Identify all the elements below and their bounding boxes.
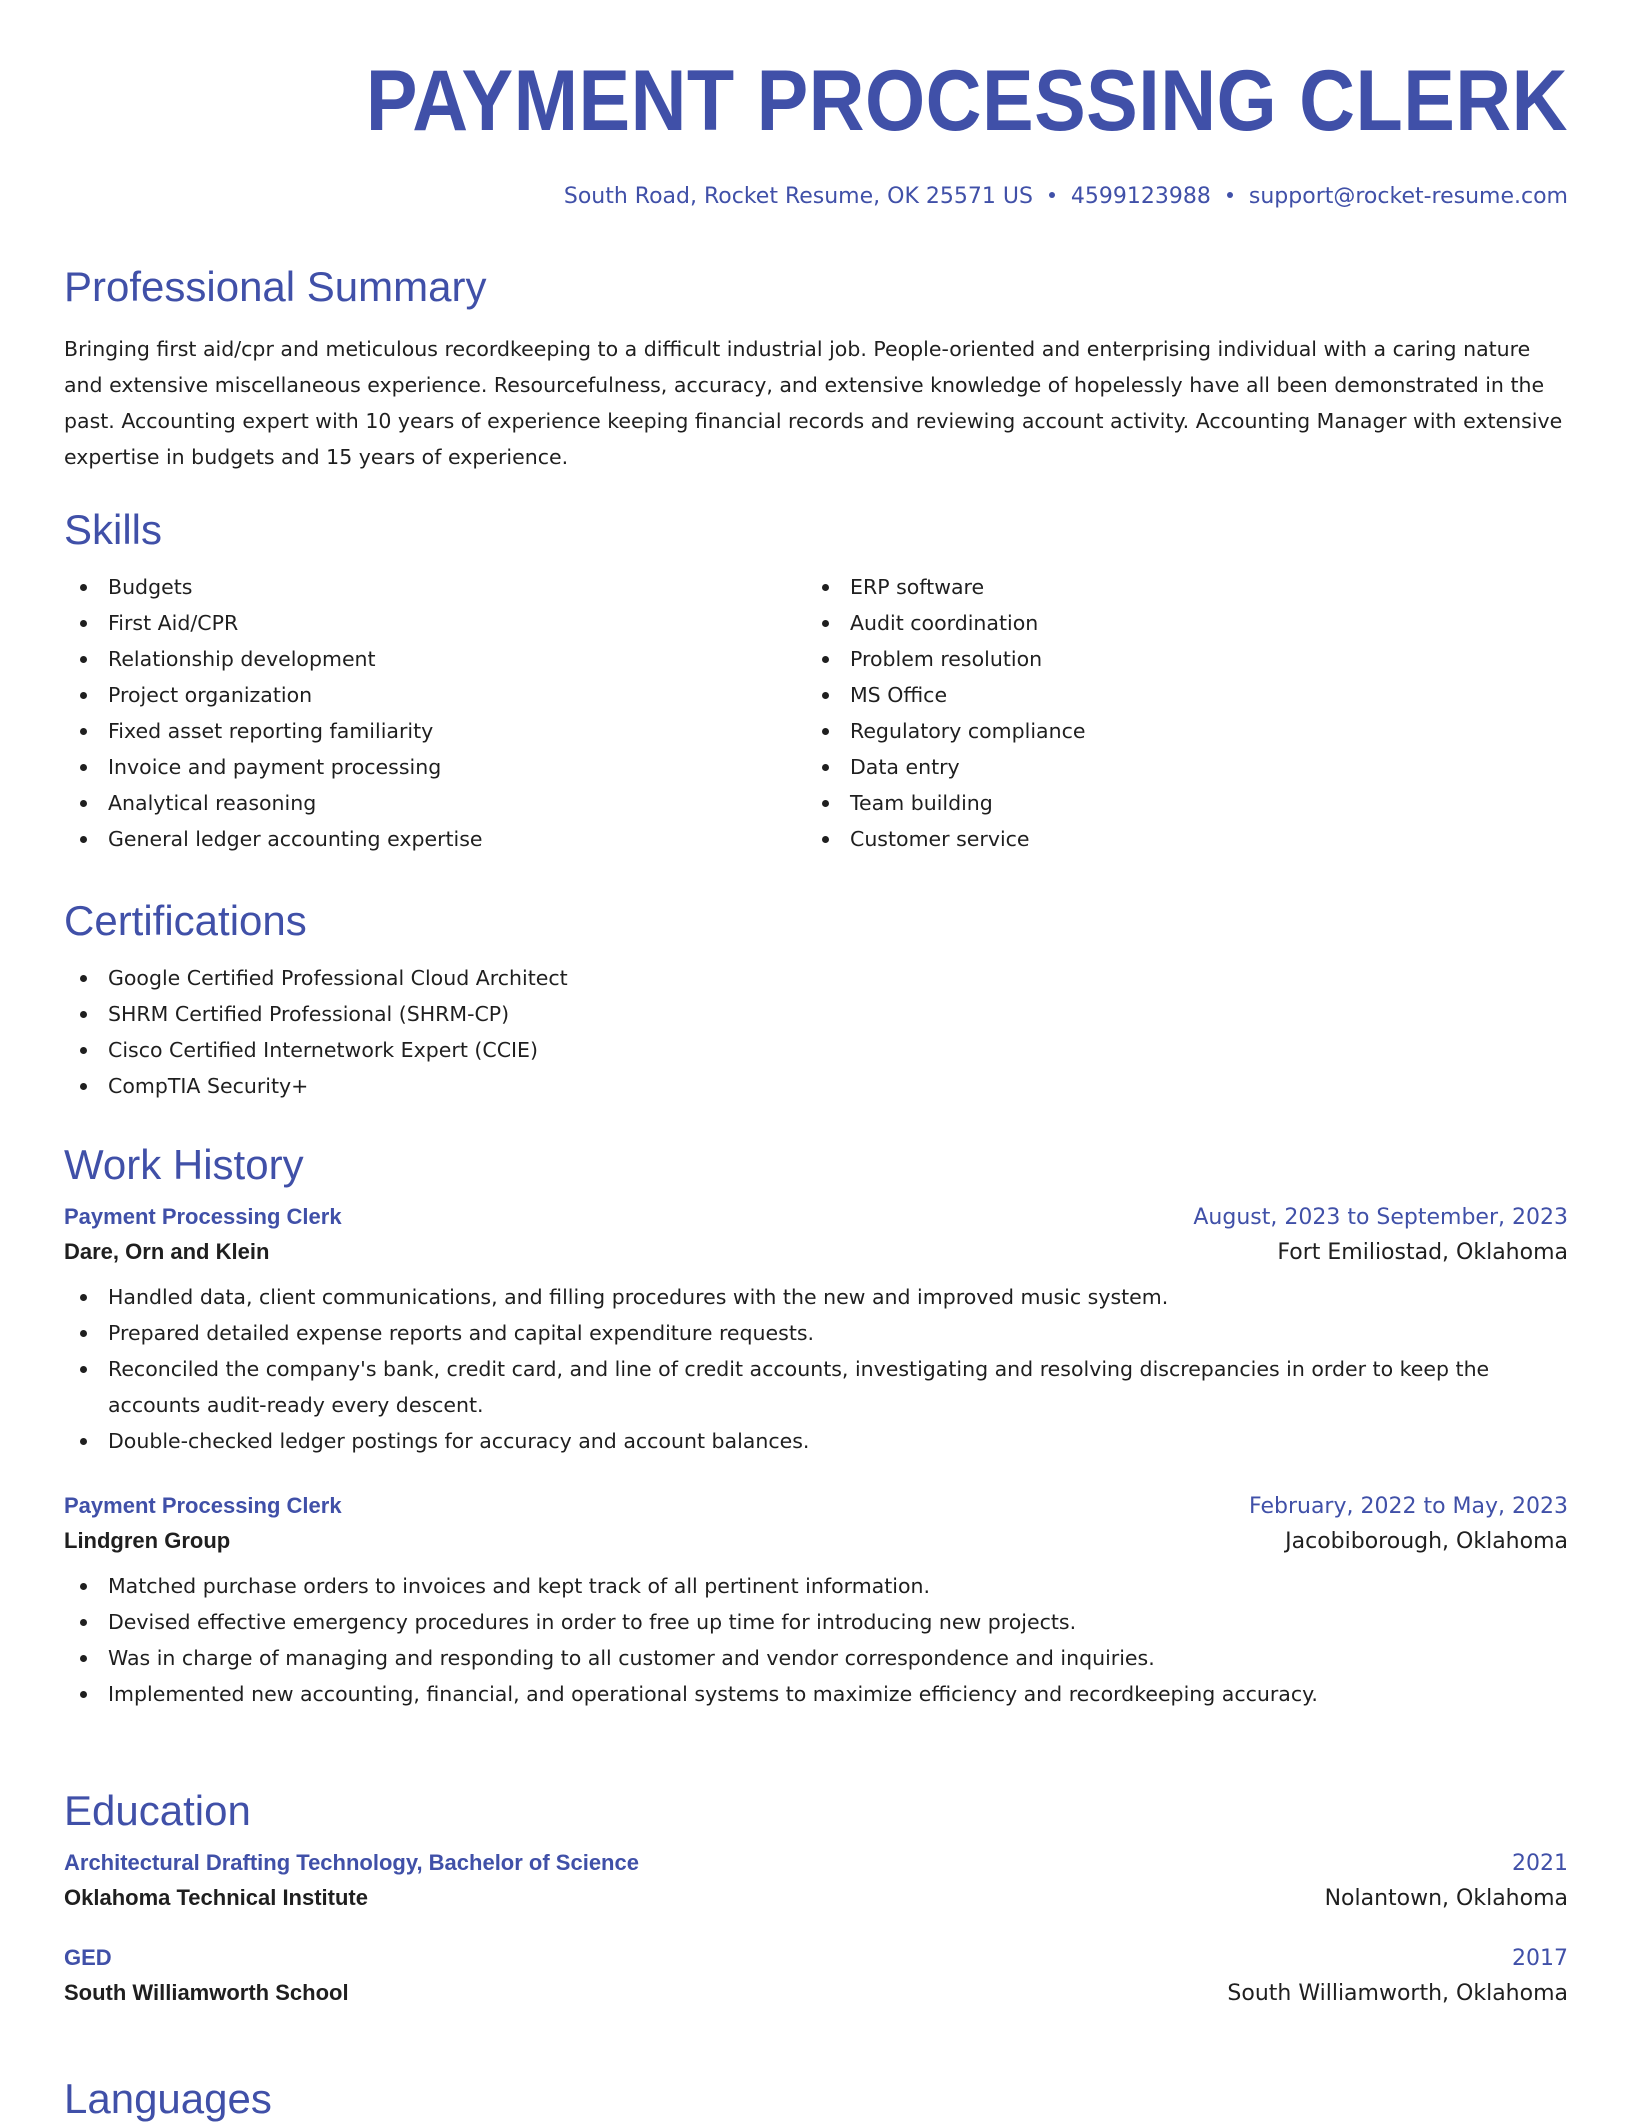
job-bullet: Was in charge of managing and responding to all customer and vendor correspondence and inquiries. (64, 1640, 1568, 1676)
education-degree: Architectural Drafting Technology, Bachelor of Science (64, 1850, 639, 1876)
education-entry (64, 1850, 1568, 1911)
certification-item: Cisco Certified Internetwork Expert (CCIE) (64, 1032, 1568, 1068)
job-title: Payment Processing Clerk (64, 1493, 342, 1519)
skill-item: Regulatory compliance (806, 713, 1548, 749)
job-bullet: Handled data, client communications, and filling procedures with the new and improved music system. (64, 1279, 1568, 1315)
education-entry (64, 1945, 1568, 2006)
skill-item: Relationship development (64, 641, 806, 677)
contact-line (64, 184, 1568, 214)
work-history-heading: Work History (64, 1141, 304, 1188)
summary-text: Bringing first aid/cpr and meticulous recordkeeping to a difficult industrial job. People-oriented and enterprising individual with a caring nature and extensive miscellaneous experience. Resourcefulness, accuracy, and extensive knowledge of hopelessly have all been demonstrated in the past. Accounting expert with 10 years of experience keeping financial records and reviewing account activity. Accounting Manager with extensive expertise in budgets and 15 years of experience. (64, 337, 1563, 470)
job-header-row (64, 1204, 1568, 1230)
work-history-section (64, 1140, 1568, 1712)
summary-section (64, 262, 1568, 475)
education-school: Oklahoma Technical Institute (64, 1885, 368, 1911)
skills-grid (64, 569, 1568, 857)
education-section (64, 1786, 1568, 2006)
education-header-row (64, 1945, 1568, 1971)
skill-item: Analytical reasoning (64, 785, 806, 821)
job-dates: February, 2022 to May, 2023 (1249, 1494, 1568, 1520)
job-title: Payment Processing Clerk (64, 1204, 342, 1230)
education-school-row (64, 1980, 1568, 2006)
education-year: 2021 (1512, 1851, 1568, 1877)
job-location: Fort Emiliostad, Oklahoma (1277, 1240, 1568, 1266)
candidate-title: PAYMENT PROCESSING CLERK (365, 53, 1568, 149)
education-location: Nolantown, Oklahoma (1324, 1886, 1568, 1912)
education-location: South Williamworth, Oklahoma (1227, 1981, 1568, 2007)
skill-item: Fixed asset reporting familiarity (64, 713, 806, 749)
skill-item: Audit coordination (806, 605, 1548, 641)
separator-dot (1227, 192, 1233, 198)
job-header-row (64, 1493, 1568, 1519)
skill-item: Budgets (64, 569, 806, 605)
skills-section (64, 505, 1568, 857)
education-heading: Education (64, 1787, 251, 1834)
languages-heading: Languages (64, 2075, 272, 2122)
education-school-row (64, 1885, 1568, 1911)
certification-item: Google Certified Professional Cloud Architect (64, 960, 1568, 996)
skill-item: Team building (806, 785, 1548, 821)
skill-item: Customer service (806, 821, 1548, 857)
job-bullet: Prepared detailed expense reports and capital expenditure requests. (64, 1315, 1568, 1351)
job-bullet: Devised effective emergency procedures in order to free up time for introducing new projects. (64, 1604, 1568, 1640)
skill-item: Data entry (806, 749, 1548, 785)
skill-item: Invoice and payment processing (64, 749, 806, 785)
job-bullet: Matched purchase orders to invoices and kept track of all pertinent information. (64, 1568, 1568, 1604)
job-entry (64, 1204, 1568, 1459)
job-bullet: Double-checked ledger postings for accuracy and account balances. (64, 1423, 1568, 1459)
job-location: Jacobiborough, Oklahoma (1285, 1529, 1568, 1555)
skill-item: Problem resolution (806, 641, 1548, 677)
certification-item: SHRM Certified Professional (SHRM-CP) (64, 996, 1568, 1032)
contact-email[interactable]: support@rocket-resume.com (1248, 184, 1568, 209)
job-bullet: Reconciled the company's bank, credit card, and line of credit accounts, investigating and resolving discrepancies in order to keep the accounts audit-ready every descent. (64, 1351, 1568, 1423)
job-dates: August, 2023 to September, 2023 (1193, 1205, 1568, 1231)
certifications-heading: Certifications (64, 897, 307, 944)
skill-item: General ledger accounting expertise (64, 821, 806, 857)
job-company-row (64, 1239, 1568, 1265)
education-degree: GED (64, 1945, 112, 1971)
certification-item: CompTIA Security+ (64, 1068, 1568, 1104)
certifications-section (64, 896, 1568, 1104)
job-company: Lindgren Group (64, 1528, 231, 1554)
contact-phone[interactable]: 4599123988 (1070, 184, 1211, 209)
skill-item: ERP software (806, 569, 1548, 605)
job-company: Dare, Orn and Klein (64, 1239, 270, 1265)
skills-column-left (64, 569, 806, 857)
job-company-row (64, 1528, 1568, 1554)
job-entry (64, 1493, 1568, 1712)
skill-item: First Aid/CPR (64, 605, 806, 641)
job-bullet: Implemented new accounting, financial, and operational systems to maximize efficiency and recordkeeping accuracy. (64, 1676, 1568, 1712)
summary-heading: Professional Summary (64, 263, 487, 310)
skills-column-right (806, 569, 1548, 857)
separator-dot (1049, 192, 1055, 198)
education-header-row (64, 1850, 1568, 1876)
skills-heading: Skills (64, 506, 163, 553)
education-year: 2017 (1512, 1946, 1568, 1972)
skill-item: MS Office (806, 677, 1548, 713)
skill-item: Project organization (64, 677, 806, 713)
languages-section (64, 2074, 1568, 2124)
contact-address: South Road, Rocket Resume, OK 25571 US (563, 184, 1033, 209)
education-school: South Williamworth School (64, 1980, 349, 2006)
